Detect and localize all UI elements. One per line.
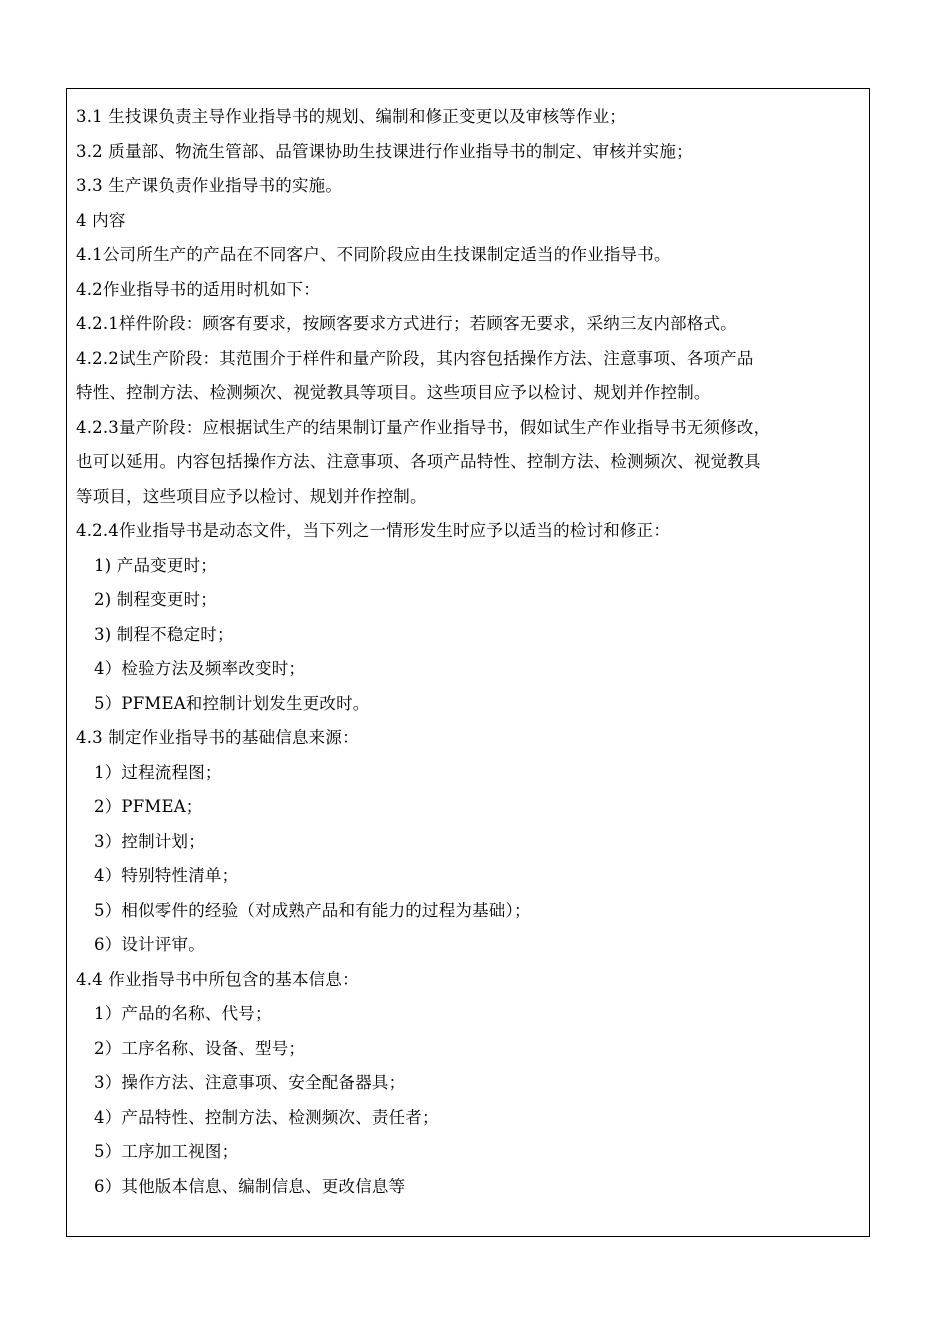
clause-4-2-3-line-3: 等项目，这些项目应予以检讨、规划并作控制。 [76, 486, 427, 506]
list-item: 3）操作方法、注意事项、安全配备器具； [94, 1073, 406, 1092]
clause-4-2-4: 4.2.4作业指导书是动态文件，当下列之一情形发生时应予以适当的检讨和修正： [76, 521, 671, 540]
clause-4-2-2-line-2: 特性、控制方法、检测频次、视觉教具等项目。这些项目应予以检讨、规划并作控制。 [76, 383, 711, 402]
clause-4-4: 4.4 作业指导书中所包含的基本信息： [76, 969, 359, 989]
list-item: 6）其他版本信息、编制信息、更改信息等 [94, 1176, 406, 1196]
clause-4-2-2-line-1: 4.2.2试生产阶段：其范围介于样件和量产阶段，其内容包括操作方法、注意事项、各项产品 [76, 348, 754, 368]
list-item: 2）PFMEA； [94, 797, 203, 816]
list-item: 5）相似零件的经验（对成熟产品和有能力的过程为基础）； [94, 900, 531, 920]
list-item: 4）检验方法及频率改变时； [94, 659, 306, 678]
list-item: 1) 产品变更时； [94, 555, 217, 575]
list-item: 2）工序名称、设备、型号； [94, 1038, 306, 1058]
clause-3-2: 3.2 质量部、物流生管部、品管课协助生技课进行作业指导书的制定、审核并实施； [76, 141, 693, 161]
list-item: 3) 制程不稳定时； [94, 624, 234, 644]
list-item: 2) 制程变更时； [94, 590, 217, 609]
list-item: 4）产品特性、控制方法、检测频次、责任者； [94, 1107, 439, 1127]
clause-4-2-3-line-1: 4.2.3量产阶段：应根据试生产的结果制订量产作业指导书，假如试生产作业指导书无须修改， [76, 417, 771, 437]
clause-4-1: 4.1公司所生产的产品在不同客户、不同阶段应由生技课制定适当的作业指导书。 [76, 245, 671, 264]
clause-3-1: 3.1 生技课负责主导作业指导书的规划、编制和修正变更以及审核等作业； [76, 107, 626, 126]
clause-4-2-1: 4.2.1样件阶段：顾客有要求，按顾客要求方式进行；若顾客无要求，采纳三友内部格式。 [76, 314, 737, 333]
document-body [76, 100, 866, 1204]
list-item: 6）设计评审。 [94, 935, 205, 954]
section-4-heading: 4 内容 [76, 210, 126, 230]
list-item: 1）过程流程图； [94, 762, 222, 782]
list-item: 1）产品的名称、代号； [94, 1004, 272, 1023]
list-item: 5）工序加工视图； [94, 1142, 239, 1161]
clause-3-3: 3.3 生产课负责作业指导书的实施。 [76, 176, 343, 195]
clause-4-3: 4.3 制定作业指导书的基础信息来源： [76, 728, 359, 747]
clause-4-2-3-line-2: 也可以延用。内容包括操作方法、注意事项、各项产品特性、控制方法、检测频次、视觉教具 [76, 452, 761, 471]
clause-4-2: 4.2作业指导书的适用时机如下： [76, 279, 320, 299]
list-item: 3）控制计划； [94, 831, 205, 851]
list-item: 4）特别特性清单； [94, 866, 239, 885]
list-item: 5）PFMEA和控制计划发生更改时。 [94, 693, 370, 713]
